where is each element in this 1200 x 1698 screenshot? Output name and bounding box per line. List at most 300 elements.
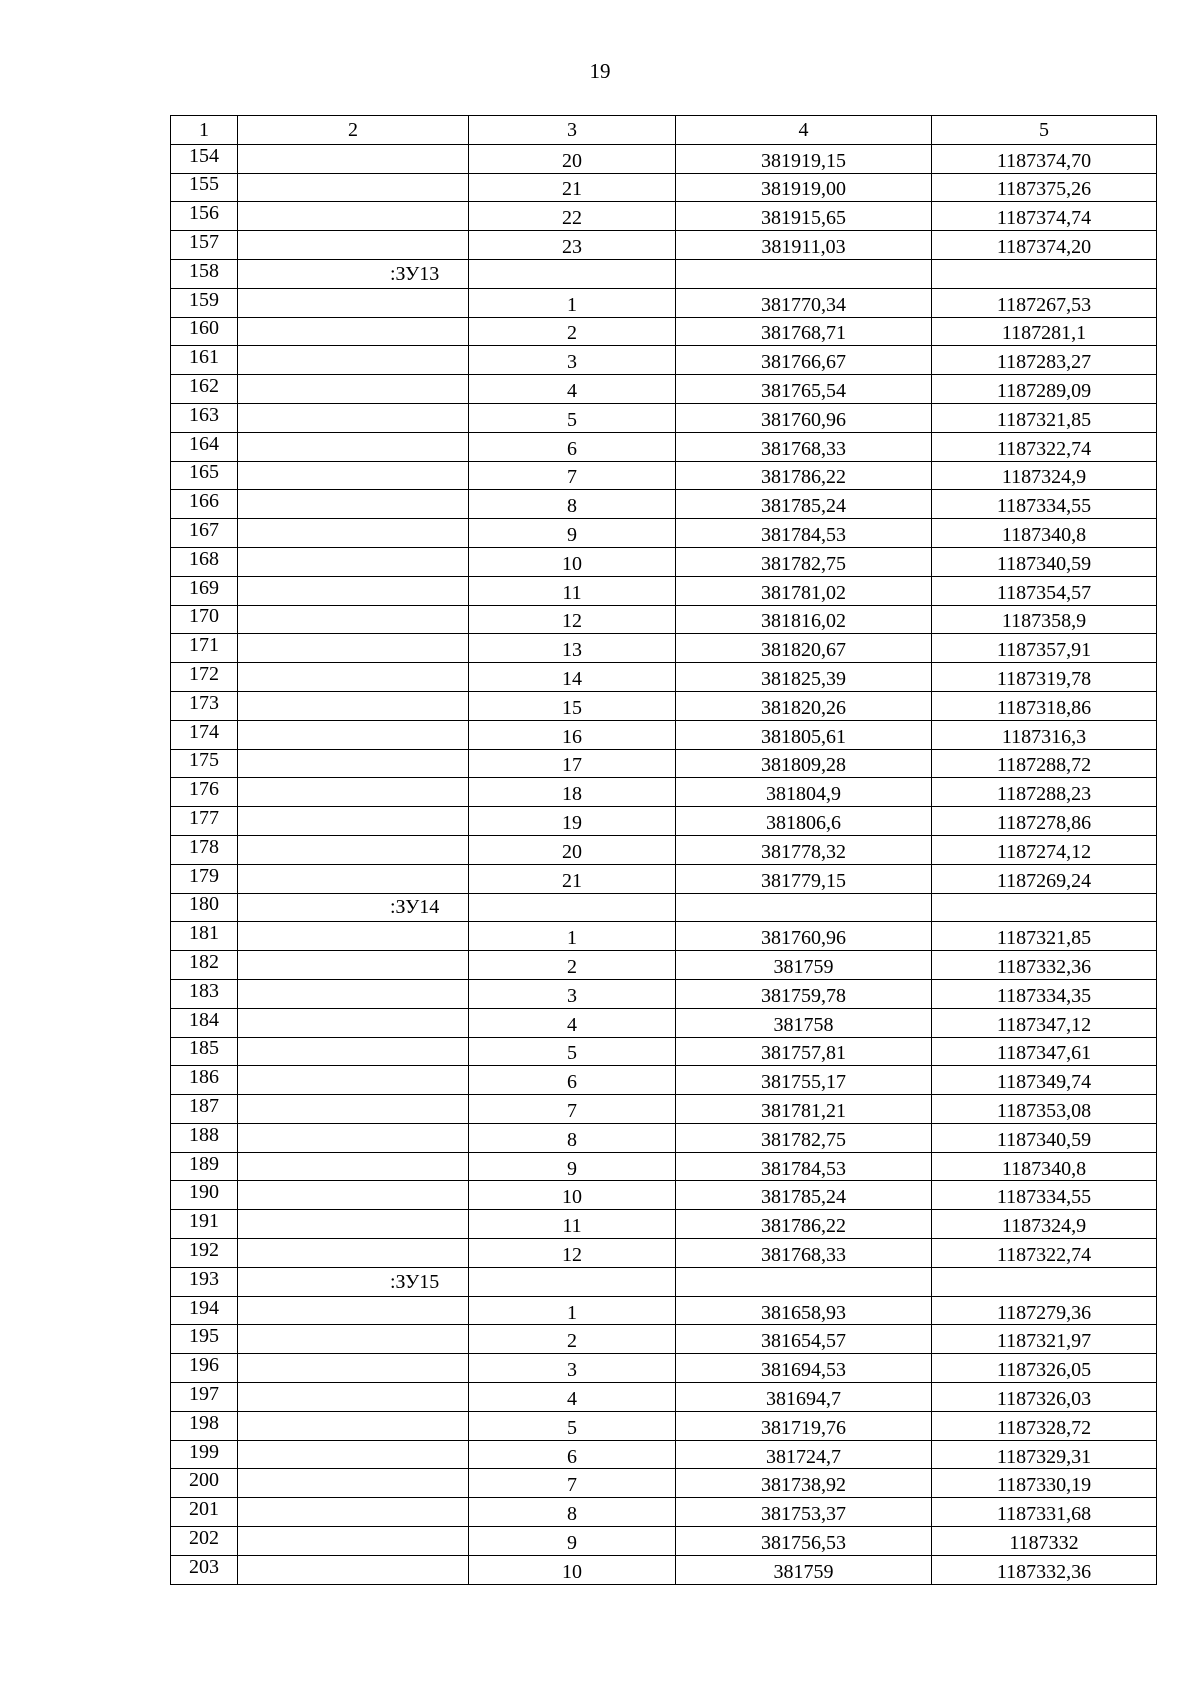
point-number-cell <box>469 1037 676 1066</box>
y-coordinate-text: 1187347,12 <box>996 1013 1092 1036</box>
plot-label-cell <box>238 202 469 231</box>
table-row <box>171 259 1157 288</box>
x-coordinate-text: 381757,81 <box>761 1042 846 1065</box>
row-index-cell <box>171 663 238 692</box>
point-number-cell <box>469 259 676 288</box>
point-number-cell <box>469 576 676 605</box>
plot-label-cell <box>238 1181 469 1210</box>
row-index-cell <box>171 634 238 663</box>
y-coordinate-cell <box>932 922 1157 951</box>
plot-label-cell <box>238 1037 469 1066</box>
table-row <box>171 1095 1157 1124</box>
y-coordinate-text: 1187279,36 <box>996 1301 1092 1324</box>
row-index-cell <box>171 519 238 548</box>
y-coordinate-cell <box>932 173 1157 202</box>
y-coordinate-cell <box>932 202 1157 231</box>
row-index-cell <box>171 1267 238 1296</box>
x-coordinate-text: 381768,33 <box>761 437 846 460</box>
row-index-cell <box>171 1181 238 1210</box>
row-index-text: 178 <box>189 835 219 858</box>
y-coordinate-cell <box>932 605 1157 634</box>
x-coordinate-cell <box>676 432 932 461</box>
x-coordinate-text: 381654,57 <box>761 1330 846 1353</box>
row-index-text: 163 <box>189 403 219 426</box>
point-number-text: 9 <box>567 1531 577 1554</box>
plot-label-cell <box>238 1008 469 1037</box>
y-coordinate-text: 1187334,55 <box>996 1186 1092 1209</box>
point-number-cell <box>469 1440 676 1469</box>
x-coordinate-text: 381784,53 <box>761 524 846 547</box>
x-coordinate-cell <box>676 1498 932 1527</box>
y-coordinate-text: 1187334,35 <box>996 984 1092 1007</box>
row-index-text: 188 <box>189 1123 219 1146</box>
point-number-cell <box>469 1498 676 1527</box>
plot-label-cell <box>238 1383 469 1412</box>
x-coordinate-text: 381758 <box>773 1013 834 1036</box>
x-coordinate-cell <box>676 259 932 288</box>
point-number-text: 5 <box>567 1416 577 1439</box>
coordinates-table <box>170 115 1157 1585</box>
point-number-cell <box>469 1527 676 1556</box>
x-coordinate-text: 381915,65 <box>761 207 846 230</box>
x-coordinate-text: 381779,15 <box>761 869 846 892</box>
table-row <box>171 1555 1157 1584</box>
point-number-text: 2 <box>567 956 577 978</box>
y-coordinate-text: 1187340,8 <box>1001 1157 1087 1180</box>
y-coordinate-cell <box>932 1008 1157 1037</box>
plot-label-cell <box>238 1498 469 1527</box>
plot-label-cell <box>238 432 469 461</box>
row-index-cell <box>171 807 238 836</box>
table-row <box>171 1152 1157 1181</box>
y-coordinate-cell <box>932 288 1157 317</box>
table-row <box>171 576 1157 605</box>
point-number-cell <box>469 1555 676 1584</box>
plot-label-cell <box>238 576 469 605</box>
plot-label-cell <box>238 951 469 980</box>
point-number-text: 2 <box>567 322 577 345</box>
point-number-cell <box>469 778 676 807</box>
header-cell-3: 3 <box>469 116 676 145</box>
point-number-cell <box>469 173 676 202</box>
row-index-text: 166 <box>189 490 219 513</box>
plot-label-cell <box>238 1411 469 1440</box>
point-number-cell <box>469 749 676 778</box>
plot-label-cell <box>238 259 469 288</box>
row-index-text: 194 <box>189 1296 219 1319</box>
row-index-text: 197 <box>189 1382 219 1405</box>
x-coordinate-cell <box>676 231 932 260</box>
plot-label-cell <box>238 1066 469 1095</box>
x-coordinate-text: 381765,54 <box>761 380 846 403</box>
plot-label-cell <box>238 1239 469 1268</box>
plot-label-cell <box>238 1123 469 1152</box>
row-index-cell <box>171 576 238 605</box>
x-coordinate-cell <box>676 1066 932 1095</box>
plot-label-cell <box>238 778 469 807</box>
x-coordinate-text: 381770,34 <box>761 293 846 316</box>
point-number-text: 4 <box>567 1013 577 1036</box>
point-number-text: 22 <box>562 207 582 230</box>
row-index-cell <box>171 461 238 490</box>
table-row <box>171 835 1157 864</box>
point-number-cell <box>469 691 676 720</box>
x-coordinate-cell <box>676 202 932 231</box>
y-coordinate-text: 1187321,85 <box>996 408 1092 431</box>
table-row <box>171 288 1157 317</box>
point-number-cell <box>469 1296 676 1325</box>
plot-label-cell <box>238 720 469 749</box>
x-coordinate-text: 381768,33 <box>761 1243 846 1266</box>
y-coordinate-text: 1187281,1 <box>1001 322 1087 345</box>
x-coordinate-cell <box>676 1469 932 1498</box>
y-coordinate-cell <box>932 1411 1157 1440</box>
table-row <box>171 893 1157 922</box>
table-row <box>171 1325 1157 1354</box>
point-number-text: 23 <box>562 236 582 259</box>
row-index-cell <box>171 490 238 519</box>
point-number-cell <box>469 461 676 490</box>
y-coordinate-text: 1187326,05 <box>996 1359 1092 1382</box>
y-coordinate-cell <box>932 1066 1157 1095</box>
table-row <box>171 519 1157 548</box>
x-coordinate-cell <box>676 346 932 375</box>
row-index-cell <box>171 1008 238 1037</box>
table-row <box>171 1411 1157 1440</box>
row-index-cell <box>171 979 238 1008</box>
row-index-cell <box>171 346 238 375</box>
table-row <box>171 346 1157 375</box>
point-number-cell <box>469 1267 676 1296</box>
point-number-text: 3 <box>567 351 577 374</box>
table-row <box>171 864 1157 893</box>
row-index-text: 184 <box>189 1008 219 1031</box>
x-coordinate-text: 381782,75 <box>761 1128 846 1151</box>
row-index-text: 182 <box>189 951 219 973</box>
row-index-text: 176 <box>189 778 219 801</box>
x-coordinate-text: 381911,03 <box>761 236 846 259</box>
x-coordinate-cell <box>676 144 932 173</box>
point-number-cell <box>469 1095 676 1124</box>
table-row <box>171 1181 1157 1210</box>
plot-label-cell <box>238 547 469 576</box>
table-row <box>171 461 1157 490</box>
point-number-text: 10 <box>562 552 582 575</box>
point-number-cell <box>469 807 676 836</box>
row-index-cell <box>171 231 238 260</box>
row-index-cell <box>171 1527 238 1556</box>
table-row <box>171 605 1157 634</box>
point-number-text: 9 <box>567 1157 577 1180</box>
point-number-cell <box>469 490 676 519</box>
x-coordinate-cell <box>676 576 932 605</box>
plot-label-cell <box>238 979 469 1008</box>
y-coordinate-text: 1187354,57 <box>996 581 1092 604</box>
plot-label-cell <box>238 634 469 663</box>
table-row <box>171 979 1157 1008</box>
y-coordinate-cell <box>932 1239 1157 1268</box>
x-coordinate-cell <box>676 1210 932 1239</box>
point-number-text: 21 <box>562 178 582 201</box>
header-cell-2: 2 <box>238 116 469 145</box>
table-row <box>171 807 1157 836</box>
row-index-cell <box>171 202 238 231</box>
row-index-cell <box>171 1152 238 1181</box>
row-index-cell <box>171 1411 238 1440</box>
table-row <box>171 1527 1157 1556</box>
row-index-cell <box>171 778 238 807</box>
row-index-cell <box>171 259 238 288</box>
y-coordinate-cell <box>932 1210 1157 1239</box>
y-coordinate-cell <box>932 576 1157 605</box>
x-coordinate-text: 381738,92 <box>761 1474 846 1497</box>
plot-label-text: :ЗУ14 <box>390 896 440 919</box>
point-number-cell <box>469 547 676 576</box>
y-coordinate-text: 1187328,72 <box>996 1416 1092 1439</box>
plot-label-cell <box>238 231 469 260</box>
row-index-text: 198 <box>189 1411 219 1434</box>
row-index-text: 200 <box>189 1469 219 1492</box>
row-index-text: 158 <box>189 259 219 282</box>
row-index-text: 154 <box>189 144 219 167</box>
table-row <box>171 749 1157 778</box>
point-number-cell <box>469 1325 676 1354</box>
x-coordinate-text: 381816,02 <box>761 610 846 633</box>
y-coordinate-cell <box>932 691 1157 720</box>
y-coordinate-text: 1187347,61 <box>996 1042 1092 1065</box>
table-row <box>171 778 1157 807</box>
point-number-cell <box>469 1411 676 1440</box>
row-index-text: 199 <box>189 1440 219 1463</box>
row-index-text: 170 <box>189 605 219 628</box>
table-row <box>171 231 1157 260</box>
row-index-cell <box>171 547 238 576</box>
x-coordinate-text: 381825,39 <box>761 668 846 691</box>
row-index-text: 165 <box>189 461 219 484</box>
y-coordinate-cell <box>932 951 1157 980</box>
point-number-cell <box>469 317 676 346</box>
point-number-cell <box>469 403 676 432</box>
y-coordinate-cell <box>932 1296 1157 1325</box>
point-number-text: 5 <box>567 408 577 431</box>
point-number-cell <box>469 1239 676 1268</box>
row-index-cell <box>171 144 238 173</box>
plot-label-cell <box>238 490 469 519</box>
row-index-cell <box>171 951 238 980</box>
y-coordinate-cell <box>932 1152 1157 1181</box>
row-index-text: 196 <box>189 1354 219 1377</box>
point-number-text: 4 <box>567 1387 577 1410</box>
y-coordinate-cell <box>932 1325 1157 1354</box>
point-number-cell <box>469 346 676 375</box>
point-number-text: 11 <box>562 1215 582 1238</box>
row-index-cell <box>171 864 238 893</box>
y-coordinate-cell <box>932 1469 1157 1498</box>
row-index-cell <box>171 1095 238 1124</box>
y-coordinate-text: 1187349,74 <box>996 1071 1092 1094</box>
y-coordinate-text: 1187332 <box>1009 1531 1079 1554</box>
y-coordinate-cell <box>932 1383 1157 1412</box>
x-coordinate-cell <box>676 979 932 1008</box>
x-coordinate-text: 381804,9 <box>766 783 841 806</box>
row-index-cell <box>171 720 238 749</box>
x-coordinate-cell <box>676 461 932 490</box>
x-coordinate-text: 381778,32 <box>761 840 846 863</box>
row-index-cell <box>171 403 238 432</box>
plot-label-cell <box>238 519 469 548</box>
row-index-text: 183 <box>189 979 219 1002</box>
y-coordinate-text: 1187334,55 <box>996 495 1092 518</box>
y-coordinate-text: 1187321,97 <box>996 1330 1092 1353</box>
plot-label-cell <box>238 403 469 432</box>
table-row <box>171 922 1157 951</box>
table-row <box>171 1440 1157 1469</box>
table-row <box>171 1354 1157 1383</box>
plot-label-cell <box>238 1210 469 1239</box>
row-index-cell <box>171 375 238 404</box>
row-index-text: 159 <box>189 288 219 311</box>
row-index-cell <box>171 1469 238 1498</box>
point-number-text: 8 <box>567 1503 577 1526</box>
y-coordinate-cell <box>932 1498 1157 1527</box>
plot-label-cell <box>238 1296 469 1325</box>
x-coordinate-cell <box>676 1152 932 1181</box>
point-number-text: 16 <box>562 725 582 748</box>
point-number-cell <box>469 231 676 260</box>
x-coordinate-cell <box>676 1383 932 1412</box>
row-index-cell <box>171 922 238 951</box>
row-index-text: 167 <box>189 519 219 542</box>
row-index-cell <box>171 1123 238 1152</box>
point-number-text: 12 <box>562 1243 582 1266</box>
x-coordinate-cell <box>676 1239 932 1268</box>
point-number-text: 13 <box>562 639 582 662</box>
point-number-cell <box>469 634 676 663</box>
row-index-text: 203 <box>189 1555 219 1578</box>
point-number-text: 8 <box>567 1128 577 1151</box>
y-coordinate-text: 1187316,3 <box>1001 725 1087 748</box>
x-coordinate-cell <box>676 519 932 548</box>
x-coordinate-cell <box>676 835 932 864</box>
y-coordinate-cell <box>932 1440 1157 1469</box>
y-coordinate-text: 1187358,9 <box>1001 610 1087 633</box>
point-number-cell <box>469 375 676 404</box>
y-coordinate-text: 1187278,86 <box>996 812 1092 835</box>
point-number-text: 12 <box>562 610 582 633</box>
row-index-text: 185 <box>189 1037 219 1060</box>
row-index-text: 168 <box>189 547 219 570</box>
row-index-cell <box>171 1383 238 1412</box>
plot-label-cell <box>238 1555 469 1584</box>
point-number-cell <box>469 1181 676 1210</box>
y-coordinate-cell <box>932 634 1157 663</box>
y-coordinate-text: 1187375,26 <box>996 178 1092 201</box>
point-number-cell <box>469 1383 676 1412</box>
y-coordinate-cell <box>932 490 1157 519</box>
point-number-text: 11 <box>562 581 582 604</box>
plot-label-cell <box>238 375 469 404</box>
x-coordinate-cell <box>676 605 932 634</box>
point-number-text: 17 <box>562 754 582 777</box>
row-index-cell <box>171 1037 238 1066</box>
x-coordinate-cell <box>676 288 932 317</box>
x-coordinate-text: 381785,24 <box>761 495 846 518</box>
y-coordinate-cell <box>932 663 1157 692</box>
x-coordinate-text: 381755,17 <box>761 1071 846 1094</box>
point-number-text: 5 <box>567 1042 577 1065</box>
plot-label-cell <box>238 1440 469 1469</box>
row-index-cell <box>171 893 238 922</box>
row-index-cell <box>171 173 238 202</box>
plot-label-text: :ЗУ15 <box>390 1270 440 1293</box>
row-index-text: 169 <box>189 576 219 599</box>
x-coordinate-cell <box>676 490 932 519</box>
x-coordinate-cell <box>676 1527 932 1556</box>
table-row <box>171 1498 1157 1527</box>
plot-label-cell <box>238 893 469 922</box>
x-coordinate-text: 381805,61 <box>761 725 846 748</box>
row-index-cell <box>171 1325 238 1354</box>
table-row <box>171 403 1157 432</box>
plot-label-cell <box>238 922 469 951</box>
x-coordinate-text: 381658,93 <box>761 1301 846 1324</box>
point-number-text: 1 <box>567 293 577 316</box>
point-number-text: 6 <box>567 437 577 460</box>
y-coordinate-cell <box>932 778 1157 807</box>
y-coordinate-cell <box>932 461 1157 490</box>
y-coordinate-text: 1187318,86 <box>996 696 1092 719</box>
point-number-text: 10 <box>562 1560 582 1583</box>
coordinates-table-body <box>171 116 1157 1585</box>
row-index-text: 190 <box>189 1181 219 1204</box>
point-number-text: 20 <box>562 840 582 863</box>
point-number-cell <box>469 1354 676 1383</box>
x-coordinate-cell <box>676 864 932 893</box>
point-number-cell <box>469 1210 676 1239</box>
point-number-text: 10 <box>562 1186 582 1209</box>
table-row <box>171 144 1157 173</box>
row-index-text: 162 <box>189 375 219 398</box>
row-index-cell <box>171 691 238 720</box>
point-number-cell <box>469 144 676 173</box>
x-coordinate-text: 381919,15 <box>761 149 846 172</box>
plot-label-cell <box>238 144 469 173</box>
x-coordinate-cell <box>676 663 932 692</box>
point-number-text: 9 <box>567 524 577 547</box>
row-index-cell <box>171 1296 238 1325</box>
x-coordinate-cell <box>676 634 932 663</box>
y-coordinate-text: 1187374,70 <box>996 149 1092 172</box>
point-number-cell <box>469 922 676 951</box>
x-coordinate-cell <box>676 951 932 980</box>
point-number-text: 1 <box>567 927 577 950</box>
row-index-text: 181 <box>189 922 219 945</box>
row-index-text: 191 <box>189 1210 219 1233</box>
y-coordinate-cell <box>932 144 1157 173</box>
point-number-text: 4 <box>567 380 577 403</box>
x-coordinate-cell <box>676 547 932 576</box>
plot-label-cell <box>238 1527 469 1556</box>
table-row <box>171 432 1157 461</box>
table-row <box>171 951 1157 980</box>
y-coordinate-cell <box>932 1123 1157 1152</box>
row-index-text: 179 <box>189 864 219 887</box>
y-coordinate-text: 1187340,59 <box>996 1128 1092 1151</box>
row-index-text: 201 <box>189 1498 219 1521</box>
y-coordinate-text: 1187326,03 <box>996 1387 1092 1410</box>
point-number-text: 21 <box>562 869 582 892</box>
x-coordinate-text: 381784,53 <box>761 1157 846 1180</box>
